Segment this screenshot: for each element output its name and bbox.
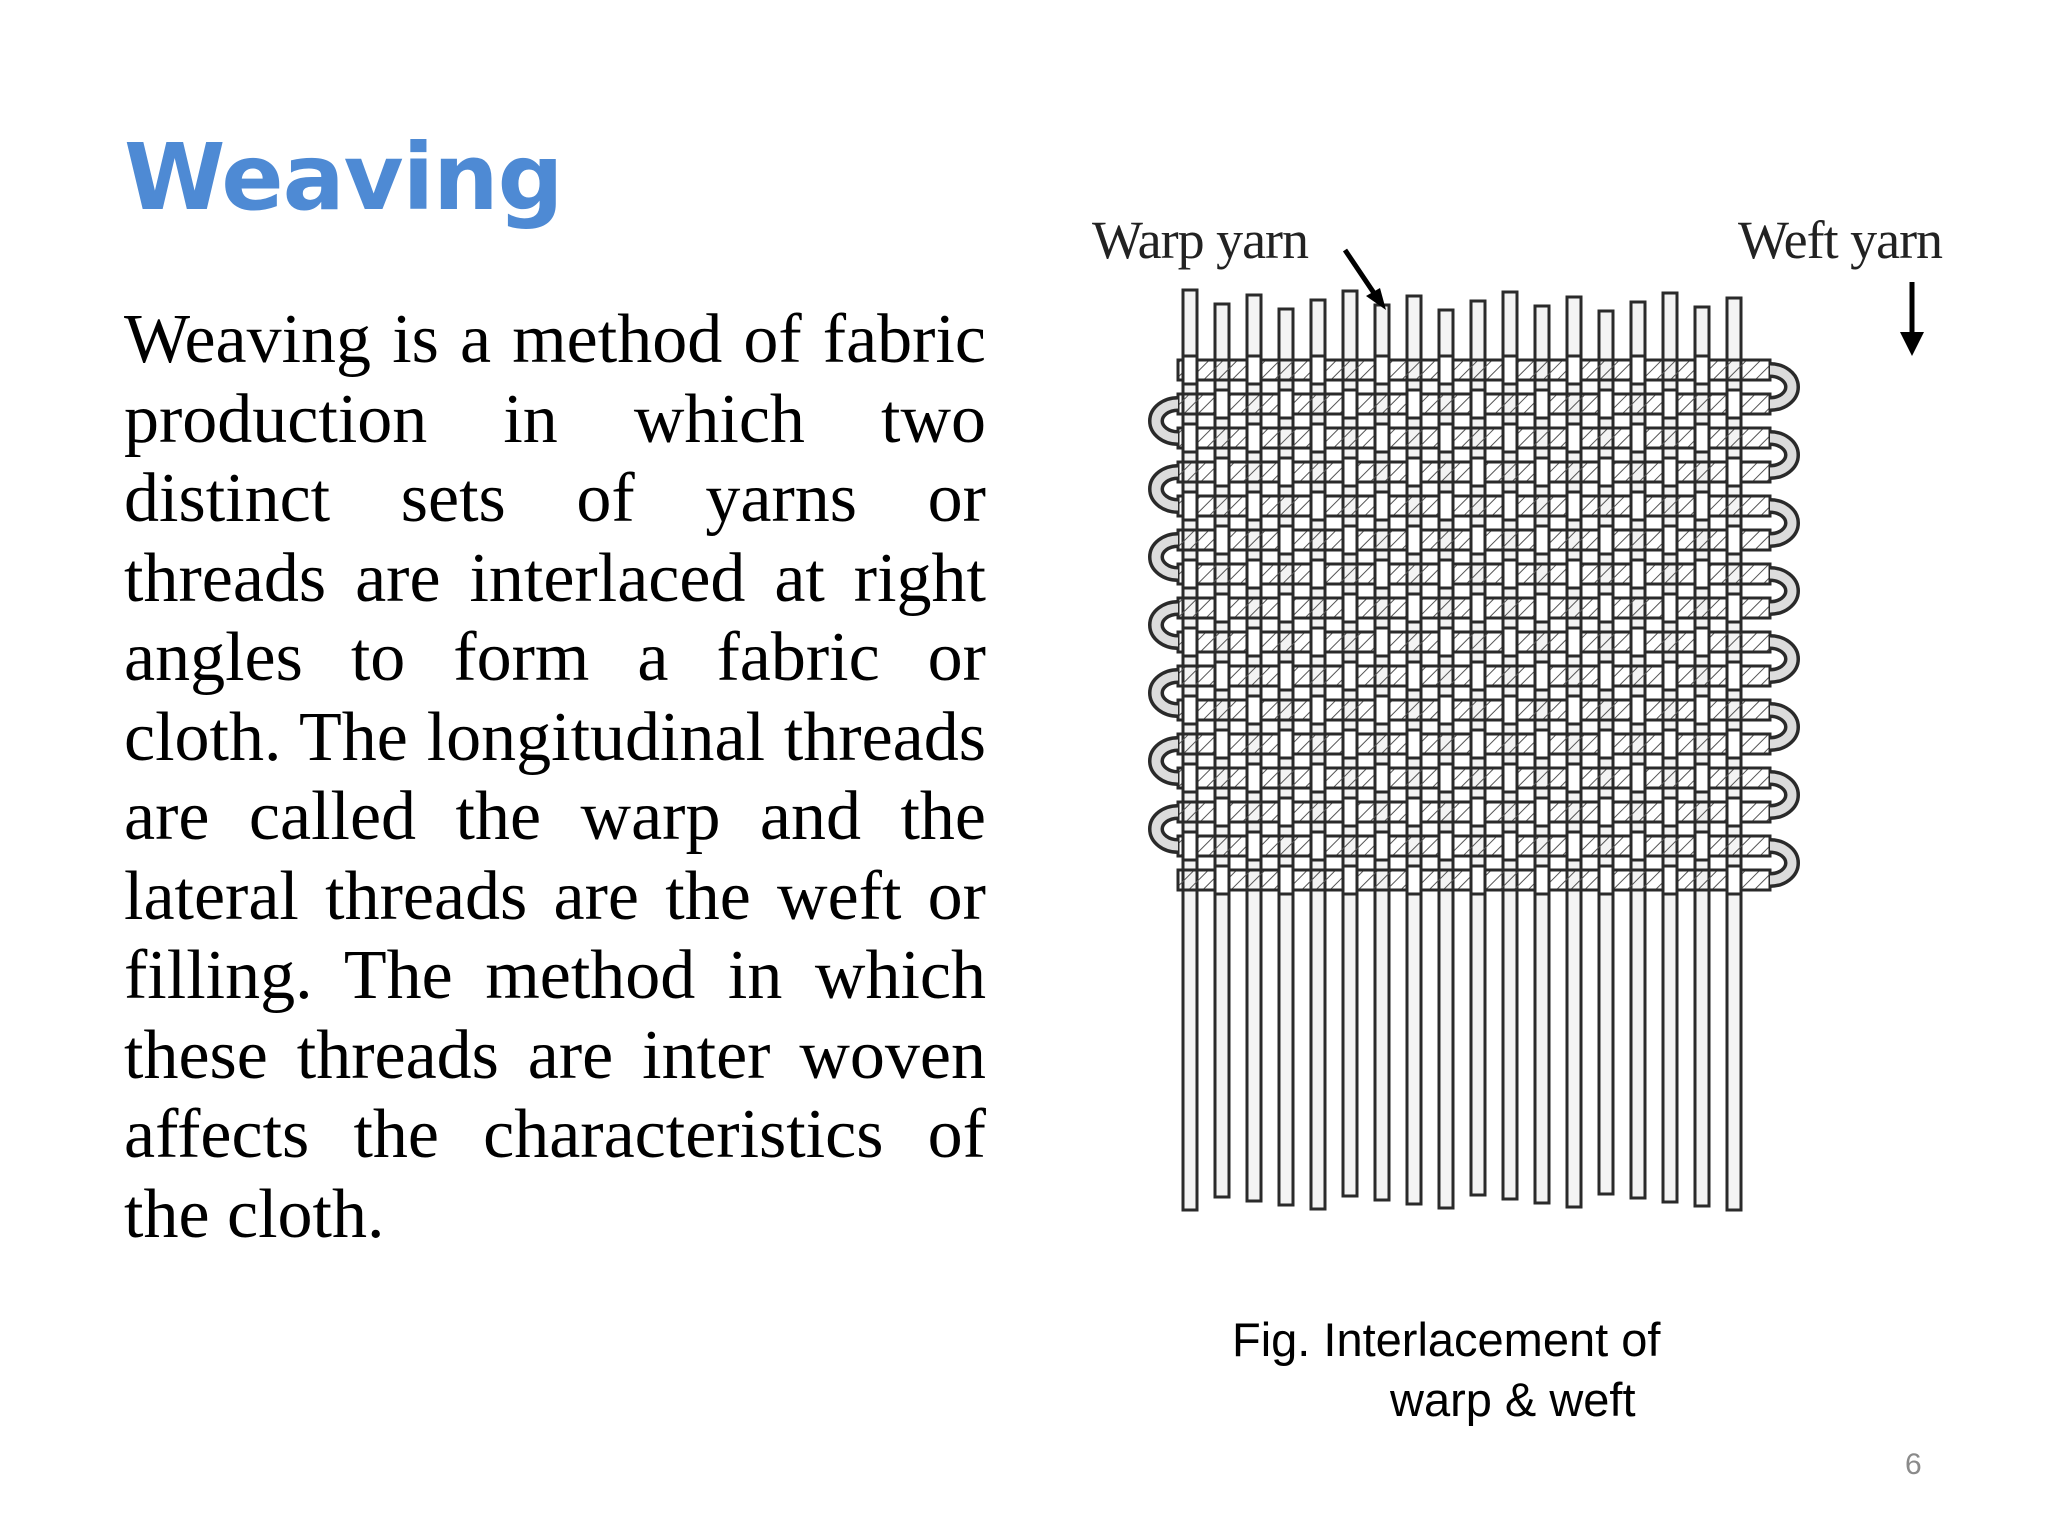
weave-diagram — [1090, 210, 1990, 1230]
warp-over-weft — [1535, 390, 1549, 418]
warp-over-weft — [1375, 764, 1389, 792]
warp-over-weft — [1471, 662, 1485, 690]
warp-over-weft — [1183, 764, 1197, 792]
warp-over-weft — [1183, 628, 1197, 656]
warp-over-weft — [1567, 764, 1581, 792]
warp-over-weft — [1535, 526, 1549, 554]
weft-yarn — [1178, 564, 1770, 584]
warp-over-weft — [1375, 356, 1389, 384]
warp-over-weft — [1599, 662, 1613, 690]
warp-over-weft — [1727, 662, 1741, 690]
warp-over-weft — [1663, 662, 1677, 690]
page-number: 6 — [1905, 1448, 1922, 1481]
warp-over-weft — [1343, 526, 1357, 554]
slide-title: Weaving — [124, 124, 563, 231]
warp-over-weft — [1439, 492, 1453, 520]
warp-over-weft — [1599, 526, 1613, 554]
warp-over-weft — [1375, 832, 1389, 860]
warp-over-weft — [1343, 662, 1357, 690]
weft-yarn-label: Weft yarn — [1738, 210, 1943, 270]
weft-yarn — [1178, 836, 1770, 856]
warp-over-weft — [1183, 560, 1197, 588]
warp-over-weft — [1247, 628, 1261, 656]
warp-over-weft — [1695, 628, 1709, 656]
warp-over-weft — [1343, 866, 1357, 894]
warp-over-weft — [1439, 628, 1453, 656]
warp-over-weft — [1247, 356, 1261, 384]
warp-over-weft — [1695, 832, 1709, 860]
warp-over-weft — [1695, 696, 1709, 724]
warp-over-weft — [1535, 662, 1549, 690]
warp-over-weft — [1407, 662, 1421, 690]
warp-over-weft — [1247, 492, 1261, 520]
warp-over-weft — [1311, 832, 1325, 860]
warp-over-weft — [1183, 424, 1197, 452]
warp-over-weft — [1215, 866, 1229, 894]
warp-over-weft — [1631, 424, 1645, 452]
warp-over-weft — [1279, 866, 1293, 894]
warp-over-weft — [1503, 356, 1517, 384]
warp-over-weft — [1663, 730, 1677, 758]
warp-over-weft — [1343, 594, 1357, 622]
warp-over-weft — [1503, 628, 1517, 656]
warp-over-weft — [1663, 526, 1677, 554]
warp-over-weft — [1471, 458, 1485, 486]
warp-over-weft — [1471, 730, 1485, 758]
warp-over-weft — [1663, 458, 1677, 486]
warp-over-weft — [1727, 594, 1741, 622]
warp-over-weft — [1407, 458, 1421, 486]
warp-over-weft — [1567, 832, 1581, 860]
warp-over-weft — [1183, 492, 1197, 520]
warp-over-weft — [1247, 560, 1261, 588]
body-paragraph: Weaving is a method of fabric production in which two distinct sets of yarns or threads are interlaced at right angles to form a fabric or cloth. The longitudinal threads are called the warp and the lateral threads are the weft or filling. The method in which these threads are inter woven affects the characteristics of the cloth. — [124, 301, 986, 1253]
warp-over-weft — [1695, 356, 1709, 384]
warp-over-weft — [1599, 866, 1613, 894]
warp-over-weft — [1727, 730, 1741, 758]
warp-over-weft — [1375, 628, 1389, 656]
warp-over-weft — [1311, 696, 1325, 724]
warp-over-weft — [1727, 458, 1741, 486]
warp-over-weft — [1567, 560, 1581, 588]
warp-over-weft — [1439, 696, 1453, 724]
warp-over-weft — [1727, 798, 1741, 826]
warp-over-weft — [1247, 696, 1261, 724]
warp-over-weft — [1215, 798, 1229, 826]
warp-over-weft — [1279, 662, 1293, 690]
warp-over-weft — [1343, 798, 1357, 826]
warp-over-weft — [1279, 798, 1293, 826]
warp-over-weft — [1407, 526, 1421, 554]
warp-over-weft — [1215, 730, 1229, 758]
warp-over-weft — [1599, 390, 1613, 418]
warp-over-weft — [1631, 696, 1645, 724]
warp-over-weft — [1695, 492, 1709, 520]
weft-yarn — [1178, 632, 1770, 652]
warp-over-weft — [1567, 424, 1581, 452]
warp-over-weft — [1247, 832, 1261, 860]
warp-over-weft — [1343, 458, 1357, 486]
warp-over-weft — [1215, 594, 1229, 622]
weft-yarn — [1178, 428, 1770, 448]
warp-over-weft — [1503, 696, 1517, 724]
warp-over-weft — [1535, 594, 1549, 622]
warp-over-weft — [1311, 356, 1325, 384]
warp-over-weft — [1599, 458, 1613, 486]
weft-yarn — [1178, 768, 1770, 788]
warp-over-weft — [1631, 832, 1645, 860]
warp-over-weft — [1407, 730, 1421, 758]
warp-over-weft — [1663, 798, 1677, 826]
warp-over-weft — [1215, 458, 1229, 486]
warp-over-weft — [1407, 390, 1421, 418]
warp-over-weft — [1471, 526, 1485, 554]
warp-over-weft — [1663, 390, 1677, 418]
warp-over-weft — [1503, 424, 1517, 452]
warp-over-weft — [1439, 560, 1453, 588]
warp-over-weft — [1631, 764, 1645, 792]
warp-over-weft — [1439, 356, 1453, 384]
warp-over-weft — [1471, 798, 1485, 826]
warp-over-weft — [1535, 866, 1549, 894]
weft-yarn — [1178, 700, 1770, 720]
warp-over-weft — [1375, 492, 1389, 520]
warp-over-weft — [1599, 730, 1613, 758]
weave-illustration — [1090, 210, 1990, 1230]
warp-over-weft — [1535, 458, 1549, 486]
warp-over-weft — [1631, 356, 1645, 384]
warp-over-weft — [1631, 628, 1645, 656]
warp-over-weft — [1311, 764, 1325, 792]
warp-over-weft — [1375, 424, 1389, 452]
warp-over-weft — [1247, 764, 1261, 792]
warp-over-weft — [1663, 866, 1677, 894]
warp-over-weft — [1503, 560, 1517, 588]
weft-yarn — [1178, 496, 1770, 516]
warp-over-weft — [1695, 560, 1709, 588]
warp-over-weft — [1215, 526, 1229, 554]
warp-over-weft — [1279, 458, 1293, 486]
warp-over-weft — [1183, 832, 1197, 860]
warp-over-weft — [1503, 764, 1517, 792]
warp-over-weft — [1183, 356, 1197, 384]
warp-over-weft — [1311, 492, 1325, 520]
warp-over-weft — [1183, 696, 1197, 724]
warp-over-weft — [1503, 492, 1517, 520]
warp-over-weft — [1695, 424, 1709, 452]
warp-over-weft — [1279, 390, 1293, 418]
warp-over-weft — [1311, 424, 1325, 452]
warp-over-weft — [1535, 730, 1549, 758]
warp-over-weft — [1567, 356, 1581, 384]
warp-over-weft — [1439, 424, 1453, 452]
warp-over-weft — [1279, 594, 1293, 622]
warp-over-weft — [1407, 594, 1421, 622]
warp-over-weft — [1631, 492, 1645, 520]
warp-over-weft — [1599, 798, 1613, 826]
warp-over-weft — [1471, 390, 1485, 418]
warp-yarn-label: Warp yarn — [1092, 210, 1309, 270]
warp-over-weft — [1631, 560, 1645, 588]
warp-over-weft — [1503, 832, 1517, 860]
warp-over-weft — [1663, 594, 1677, 622]
warp-over-weft — [1279, 526, 1293, 554]
warp-over-weft — [1567, 696, 1581, 724]
warp-over-weft — [1471, 594, 1485, 622]
warp-over-weft — [1247, 424, 1261, 452]
warp-over-weft — [1375, 696, 1389, 724]
warp-over-weft — [1695, 764, 1709, 792]
warp-over-weft — [1567, 628, 1581, 656]
caption-line-1: Fig. Interlacement of — [1232, 1313, 1661, 1366]
warp-over-weft — [1407, 866, 1421, 894]
caption-line-2: warp & weft — [1390, 1373, 1636, 1426]
warp-over-weft — [1215, 662, 1229, 690]
warp-over-weft — [1343, 730, 1357, 758]
warp-over-weft — [1727, 526, 1741, 554]
warp-over-weft — [1215, 390, 1229, 418]
warp-over-weft — [1727, 390, 1741, 418]
warp-over-weft — [1311, 628, 1325, 656]
warp-over-weft — [1439, 832, 1453, 860]
warp-over-weft — [1535, 798, 1549, 826]
weft-arrow-head — [1900, 332, 1924, 356]
warp-over-weft — [1407, 798, 1421, 826]
warp-over-weft — [1471, 866, 1485, 894]
warp-over-weft — [1343, 390, 1357, 418]
warp-over-weft — [1727, 866, 1741, 894]
warp-over-weft — [1279, 730, 1293, 758]
warp-over-weft — [1439, 764, 1453, 792]
weft-yarn — [1178, 360, 1770, 380]
warp-over-weft — [1599, 594, 1613, 622]
warp-over-weft — [1567, 492, 1581, 520]
warp-over-weft — [1375, 560, 1389, 588]
warp-over-weft — [1311, 560, 1325, 588]
figure-caption — [1232, 1310, 1660, 1430]
